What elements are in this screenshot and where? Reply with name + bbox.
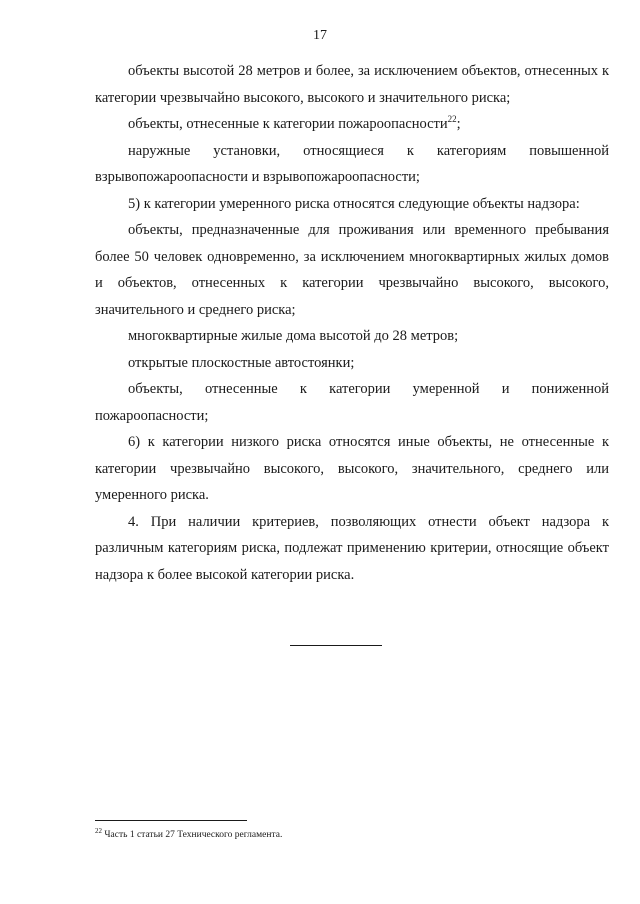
paragraph: 6) к категории низкого риска относятся иные объекты, не отнесенные к категории чрезвычайно высокого, высокого, значительного, среднего или умеренного риска.: [95, 434, 609, 503]
document-body: [95, 58, 609, 588]
paragraph-with-footnote: [95, 111, 609, 138]
paragraph: объекты высотой 28 метров и более, за исключением объектов, отнесенных к категории чрезвычайно высокого, высокого и значительного риска;: [95, 63, 609, 106]
page-number: 17: [313, 28, 327, 43]
end-of-text-rule: [290, 645, 382, 646]
footnote-reference[interactable]: 22: [447, 114, 457, 125]
footnote-text: Часть 1 статьи 27 Технического регламента.: [104, 830, 283, 840]
paragraph: 5) к категории умеренного риска относятся следующие объекты надзора:: [128, 195, 580, 212]
paragraph: наружные установки, относящиеся к категориям повышенной взрывопожароопасности и взрывопожароопасности;: [95, 142, 609, 185]
paragraph: объекты, отнесенные к категории умеренной и пониженной пожароопасности;: [95, 381, 609, 424]
paragraph: 4. При наличии критериев, позволяющих отнести объект надзора к различным категориям риска, подлежат применению критерии, относящие объект надзора к более высокой категории риска.: [95, 513, 609, 583]
footnote: [95, 826, 595, 841]
footnote-separator: [95, 820, 247, 821]
paragraph: объекты, предназначенные для проживания или временного пребывания более 50 человек одновременно, за исключением многоквартирных жилых домов и объектов, отнесенных к категории чрезвычайно высокого, высокого, значительного и среднего риска;: [95, 222, 609, 318]
paragraph: открытые плоскостные автостоянки;: [128, 354, 355, 371]
paragraph: многоквартирные жилые дома высотой до 28 метров;: [128, 328, 459, 344]
paragraph-suffix: ;: [456, 116, 461, 132]
footnote-number: 22: [95, 826, 102, 835]
paragraph-text: объекты, отнесенные к категории пожароопасности: [128, 116, 448, 132]
